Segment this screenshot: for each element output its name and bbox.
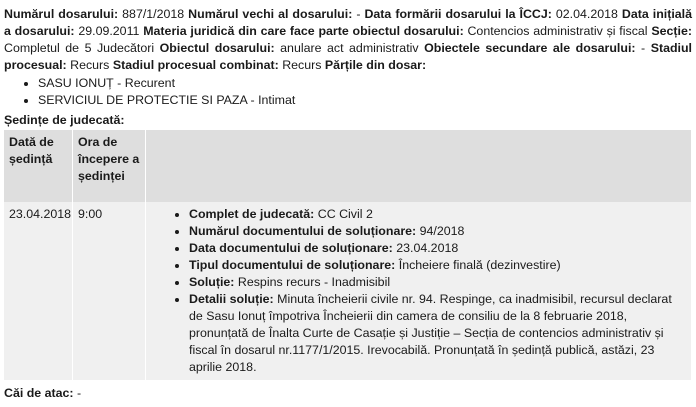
- procedural-stage-label: Stadiul procesual:: [4, 41, 692, 72]
- initial-date-value: 29.09.2011: [78, 24, 140, 38]
- legal-matter-value: Contencios administrativ și fiscal: [467, 24, 648, 38]
- parties-label: Părțile din dosar:: [324, 58, 427, 72]
- detail-solution-label: Soluție:: [189, 275, 235, 289]
- combined-stage-value: Recurs: [282, 58, 322, 72]
- parties-list: [4, 75, 295, 109]
- detail-doc-type: [189, 257, 686, 274]
- old-case-number-label: Numărul vechi al dosarului:: [188, 7, 353, 21]
- detail-solution: [189, 274, 686, 291]
- detail-doc-number-label: Numărul documentului de soluționare:: [189, 224, 417, 238]
- hearing-details: [146, 202, 692, 380]
- party-item: • SERVICIUL DE PROTECTIE SI PAZA - Intimat: [38, 92, 295, 109]
- detail-solution-details-label: Detalii soluție:: [189, 292, 274, 306]
- col-header-details: [146, 130, 692, 202]
- detail-doc-number: [189, 223, 686, 240]
- hearing-date: 23.04.2018: [4, 202, 73, 380]
- case-object-value: anulare act administrativ: [280, 41, 419, 55]
- hearing-time: 9:00: [73, 202, 146, 380]
- appeals: [4, 385, 81, 402]
- old-case-number-value: -: [356, 7, 361, 21]
- section-label: Secție:: [651, 24, 692, 38]
- appeals-label: Căi de atac:: [4, 386, 74, 400]
- initial-date-label: Data inițială a dosarului:: [4, 7, 693, 38]
- hearing-details-list: [151, 206, 686, 376]
- detail-solution-value: Respins recurs - Inadmisibil: [237, 275, 391, 289]
- detail-doc-number-value: 94/2018: [419, 224, 465, 238]
- detail-panel-label: Complet de judecată:: [189, 207, 315, 221]
- combined-stage-label: Stadiul procesual combinat:: [112, 58, 279, 72]
- secondary-objects-value: -: [641, 41, 646, 55]
- detail-doc-type-label: Tipul documentului de soluționare:: [189, 258, 396, 272]
- detail-solution-details: [189, 291, 686, 376]
- formation-date-value: 02.04.2018: [555, 7, 618, 21]
- case-object-label: Obiectul dosarului:: [159, 41, 275, 55]
- detail-doc-date-value: 23.04.2018: [396, 241, 459, 255]
- party-item: • SASU IONUȚ - Recurent: [38, 75, 295, 92]
- section-value: Completul de 5 Judecători: [4, 41, 155, 55]
- detail-solution-details-value: Minuta încheierii civile nr. 94. Respinge, ca inadmisibil, recursul declarat de Sasu Ionuț împotriva Încheierii din camera de consiliu de la 8 februarie 2018, pronunțată de Înalta Curte de Casație și Justiție – Secția de contencios administrativ și fiscal în dosarul nr.1177/1/2015. Irevocabilă. Pronunțată în ședință publică, astăzi, 23 aprilie 2018.: [189, 292, 672, 374]
- case-metadata: [4, 6, 692, 74]
- secondary-objects-label: Obiectele secundare ale dosarului:: [424, 41, 636, 55]
- col-header-time: Ora de începere a ședinței: [73, 130, 146, 202]
- procedural-stage-value: Recurs: [70, 58, 110, 72]
- col-header-date: Dată de ședință: [4, 130, 73, 202]
- table-row: [4, 202, 692, 380]
- detail-doc-type-value: Încheiere finală (dezinvestire): [398, 258, 561, 272]
- detail-panel: [189, 206, 686, 223]
- hearings-header-row: [4, 130, 692, 202]
- detail-doc-date: [189, 240, 686, 257]
- hearings-table: [4, 130, 692, 380]
- detail-doc-date-label: Data documentului de soluționare:: [189, 241, 393, 255]
- hearings-title: Ședințe de judecată:: [4, 113, 125, 127]
- case-number-label: Numărul dosarului:: [4, 7, 119, 21]
- legal-matter-label: Materia juridică din care face parte obiectul dosarului:: [143, 24, 464, 38]
- detail-panel-value: CC Civil 2: [317, 207, 373, 221]
- formation-date-label: Data formării dosarului la ÎCCJ:: [364, 7, 552, 21]
- appeals-value: -: [77, 386, 82, 400]
- case-number-value: 887/1/2018: [122, 7, 185, 21]
